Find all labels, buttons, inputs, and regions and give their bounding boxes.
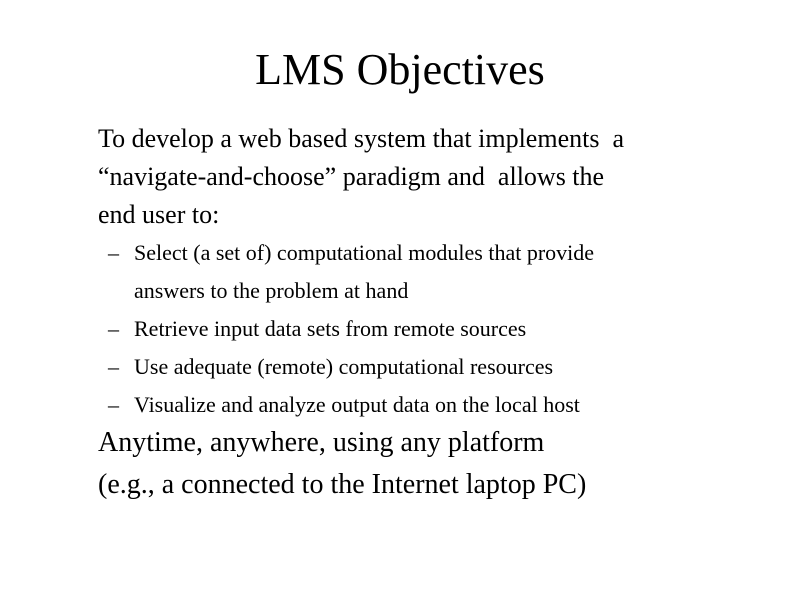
- list-item: [108, 234, 748, 310]
- list-item-text: Select (a set of) computational modules that provide: [134, 240, 595, 265]
- intro-line: end user to:: [98, 200, 220, 229]
- closing-statement: [98, 422, 758, 506]
- intro-paragraph: [98, 120, 758, 234]
- slide-title: LMS Objectives: [255, 45, 545, 94]
- intro-line: To develop a web based system that implements a: [98, 124, 624, 153]
- objectives-list: [108, 234, 748, 424]
- list-item-text: Retrieve input data sets from remote sources: [134, 316, 527, 341]
- list-item-text: Use adequate (remote) computational resources: [134, 354, 554, 379]
- list-item: [108, 348, 748, 386]
- list-item-text: Visualize and analyze output data on the local host: [134, 392, 580, 417]
- list-item: [108, 386, 748, 424]
- intro-line: “navigate-and-choose” paradigm and allows the: [98, 162, 605, 191]
- bullet-dash: –: [108, 316, 119, 341]
- bullet-dash: –: [108, 392, 119, 417]
- closing-line: Anytime, anywhere, using any platform: [98, 427, 545, 458]
- bullet-dash: –: [108, 354, 119, 379]
- closing-line: (e.g., a connected to the Internet laptop PC): [98, 469, 587, 500]
- bullet-dash: –: [108, 240, 119, 265]
- list-item: [108, 310, 748, 348]
- list-item-text-continued: answers to the problem at hand: [134, 278, 409, 303]
